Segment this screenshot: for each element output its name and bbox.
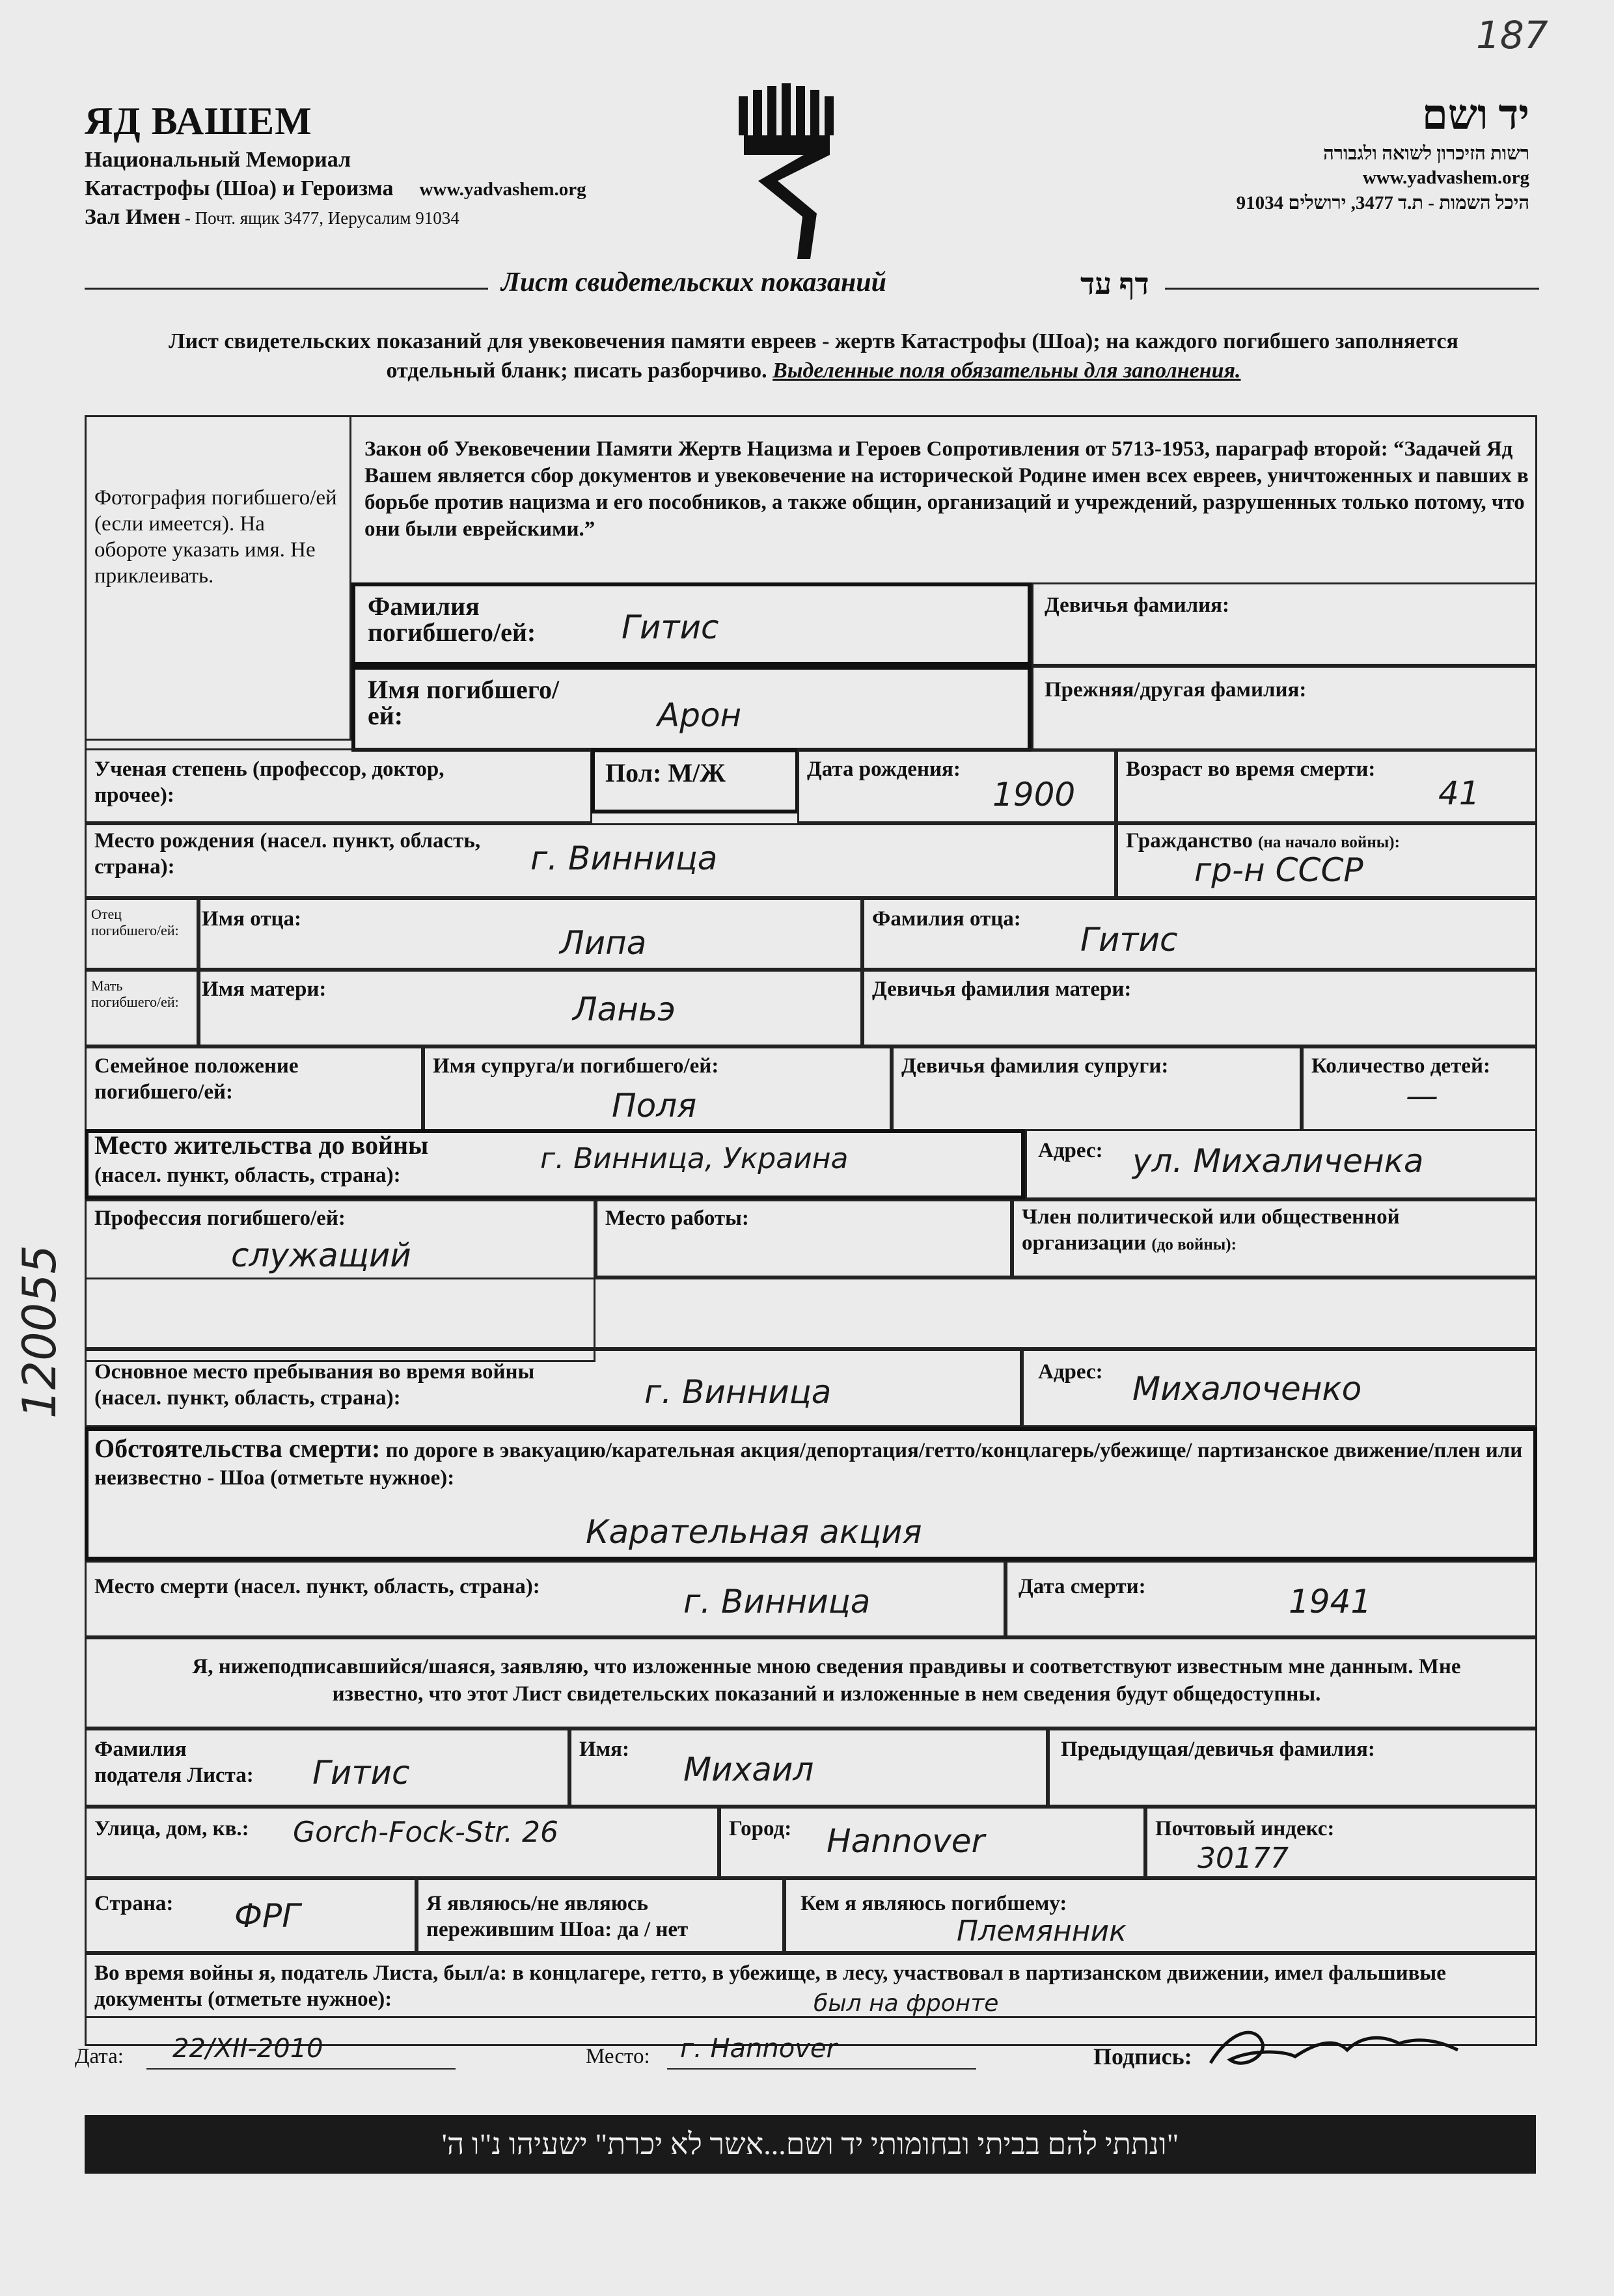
- url-left: www.yadvashem.org: [419, 179, 586, 200]
- blank-row[interactable]: [85, 1278, 1537, 1349]
- signature-label: Подпись:: [1093, 2043, 1192, 2070]
- sex-label: Пол: М/Ж: [605, 758, 726, 787]
- date-value: 22/XII-2010: [172, 2034, 323, 2064]
- workplace-label: Место работы:: [605, 1207, 749, 1230]
- form-title-he: דף עד: [1080, 267, 1149, 301]
- residence-value: г. Винница, Украина: [540, 1142, 849, 1175]
- deathdate-value: 1941: [1289, 1583, 1372, 1620]
- wartime-place-value: г. Винница: [644, 1373, 832, 1411]
- divider: [85, 288, 488, 290]
- form-title: Лист свидетельских показаний: [501, 267, 886, 297]
- relation-label: Кем я являюсь погибшему:: [800, 1892, 1067, 1915]
- citizenship-value: гр-н СССР: [1194, 851, 1363, 889]
- org-line1-he: רשות הזיכרון לשואה ולגבורה: [1323, 143, 1529, 164]
- father-name-value: Липа: [560, 924, 647, 962]
- intro-text: Лист свидетельских показаний для увековечения памяти евреев - жертв Катастрофы (Шоа); на каждого погибшего заполняется отдельный бланк; писать разборчиво. Выделенные поля обязательны для заполнения.: [169, 329, 1458, 383]
- address-he: היכל השמות - ת.ד 3477, ירושלים 91034: [1236, 193, 1529, 213]
- submitter-prev-label: Предыдущая/девичья фамилия:: [1061, 1738, 1375, 1761]
- submitter-wartime-label: Во время войны я, податель Листа, был/а: в концлагере, гетто, в убежище, в лесу, участвовал в партизанском движении, имел фальшивые документы (отметьте нужное):: [94, 1961, 1446, 2011]
- wartime-address-label: Адрес:: [1038, 1360, 1103, 1384]
- relation-value: Племянник: [957, 1915, 1127, 1948]
- marital-label: Семейное положение погибшего/ей:: [94, 1054, 299, 1104]
- profession-label: Профессия погибшего/ей:: [94, 1207, 346, 1230]
- father-side-label: Отец погибшего/ей:: [91, 906, 179, 938]
- header-left: [85, 99, 586, 230]
- org-line2: Катастрофы (Шоа) и Героизма www.yadvashem.org: [85, 176, 586, 200]
- deathplace-value: г. Винница: [683, 1583, 871, 1620]
- street-value: Gorch-Fock-Str. 26: [293, 1816, 559, 1849]
- mother-name-label: Имя матери:: [202, 977, 327, 1001]
- submitter-wartime-value: был на фронте: [814, 1990, 999, 2017]
- url-right: www.yadvashem.org: [1362, 167, 1529, 188]
- age-value: 41: [1438, 774, 1480, 812]
- submitter-surname-value: Гитис: [312, 1754, 410, 1792]
- prev-surname-label: Прежняя/другая фамилия:: [1045, 678, 1307, 702]
- zip-label: Почтовый индекс:: [1155, 1817, 1335, 1840]
- deathplace-label: Место смерти (насел. пункт, область, страна):: [94, 1575, 540, 1598]
- deathdate-label: Дата смерти:: [1019, 1575, 1146, 1598]
- photo-note: Фотография погибшего/ей (если имеется). На обороте указать имя. Не приклеивать.: [94, 486, 337, 588]
- residence-label: Место жительства до войны: [94, 1130, 429, 1160]
- page-number: 187: [1476, 13, 1548, 57]
- country-label: Страна:: [94, 1892, 174, 1915]
- header-right: [1237, 91, 1529, 214]
- children-label: Количество детей:: [1311, 1054, 1490, 1078]
- survivor-label: Я являюсь/не являюсь пережившим Шоа: да / нет: [426, 1892, 689, 1941]
- side-archive-number: 120055: [13, 1244, 66, 1419]
- birthdate-label: Дата рождения:: [807, 758, 961, 781]
- signature-icon: [1204, 2024, 1464, 2076]
- intro-required: Выделенные поля обязательны для заполнения.: [773, 359, 1241, 383]
- spouse-value: Поля: [612, 1087, 697, 1125]
- street-label: Улица, дом, кв.:: [94, 1817, 249, 1840]
- city-value: Hannover: [827, 1822, 985, 1860]
- children-value: —: [1406, 1077, 1438, 1115]
- maiden-name-label: Девичья фамилия:: [1045, 594, 1229, 617]
- mother-side-label: Мать погибшего/ей:: [91, 977, 179, 1010]
- zip-value: 30177: [1197, 1842, 1289, 1875]
- birthdate-value: 1900: [992, 776, 1076, 813]
- member-label: Член политической или общественной организации (до войны):: [1022, 1205, 1400, 1255]
- org-name-ru: ЯД ВАШЕМ: [85, 100, 312, 143]
- address-label: Адрес:: [1038, 1139, 1103, 1162]
- date-underline: [146, 2068, 456, 2070]
- form-title-row: [85, 267, 1539, 306]
- submitter-surname-label: Фамилия подателя Листа:: [94, 1738, 254, 1787]
- profession-value: служащий: [231, 1237, 411, 1274]
- place-underline: [667, 2068, 976, 2070]
- father-surname-value: Гитис: [1080, 921, 1178, 959]
- father-surname-label: Фамилия отца:: [872, 907, 1021, 931]
- firstname-label: Имя погибшего/ей:: [368, 675, 560, 730]
- circumstances-options: Обстоятельства смерти: по дороге в эвакуацию/карательная акция/депортация/гетто/концлагерь/убежище/ партизанское движение/плен или неизвестно - Шоа (отметьте нужное):: [94, 1434, 1523, 1490]
- spouse-label: Имя супруга/и погибшего/ей:: [433, 1054, 719, 1078]
- divider: [1165, 288, 1539, 290]
- place-value: г. Hannover: [680, 2034, 837, 2064]
- wartime-place-label: Основное место пребывания во время войны (насел. пункт, область, страна):: [94, 1360, 535, 1410]
- wartime-address-value: Михалоченко: [1132, 1370, 1362, 1408]
- declaration-text: Я, нижеподписавшийся/шаяся, заявляю, что изложенные мною сведения правдивы и соответствуют известным мне данным. Мне известно, что этот Лист свидетельских показаний и изложенные в нем сведения будут общедоступны.: [192, 1655, 1461, 1706]
- org-name-he: יד ושם: [1421, 92, 1529, 138]
- father-name-label: Имя отца:: [202, 907, 302, 931]
- org-line3: Зал Имен - Почт. ящик 3477, Иерусалим 91034: [85, 205, 459, 229]
- mother-maiden-label: Девичья фамилия матери:: [872, 977, 1132, 1001]
- country-value: ФРГ: [234, 1897, 301, 1935]
- surname-value: Гитис: [622, 608, 719, 646]
- address-value: ул. Михаличенка: [1132, 1142, 1424, 1180]
- birthplace-value: г. Винница: [530, 840, 718, 877]
- firstname-value: Арон: [657, 696, 742, 734]
- law-text: Закон об Увековечении Памяти Жертв Нацизма и Героев Сопротивления от 5713-1953, параграф второй: “Задачей Яд Вашем является сбор документов и увековечение на исторической Родине имен всех евреев, уничтоженных и павших в борьбе против нацизма и его пособников, а также общин, организаций и учреждений, разрушенных только потому, что они были еврейскими.”: [364, 437, 1529, 541]
- citizenship-label: Гражданство (на начало войны):: [1126, 829, 1400, 853]
- age-label: Возраст во время смерти:: [1126, 758, 1376, 781]
- yad-vashem-logo-icon: [739, 83, 836, 266]
- motto-banner: "ונתתי להם בביתי ובחומותי יד ושם...אשר לא יכרת" ישעיהו נ"ו ה': [85, 2115, 1536, 2174]
- degree-label: Ученая степень (профессор, доктор, прочее):: [94, 758, 445, 807]
- city-label: Город:: [729, 1817, 792, 1840]
- date-label: Дата:: [75, 2045, 124, 2068]
- mother-name-value: Ланьэ: [573, 991, 676, 1028]
- circumstances-value: Карательная акция: [586, 1513, 922, 1551]
- submitter-name-value: Михаил: [683, 1751, 814, 1788]
- org-line1: Национальный Мемориал: [85, 148, 351, 172]
- spouse-maiden-label: Девичья фамилия супруги:: [901, 1054, 1169, 1078]
- birthplace-label: Место рождения (насел. пункт, область, страна):: [94, 829, 481, 879]
- place-label: Место:: [586, 2045, 650, 2068]
- submitter-name-label: Имя:: [579, 1738, 629, 1761]
- residence-sub: (насел. пункт, область, страна):: [94, 1164, 401, 1187]
- surname-label: Фамилия погибшего/ей:: [368, 592, 536, 647]
